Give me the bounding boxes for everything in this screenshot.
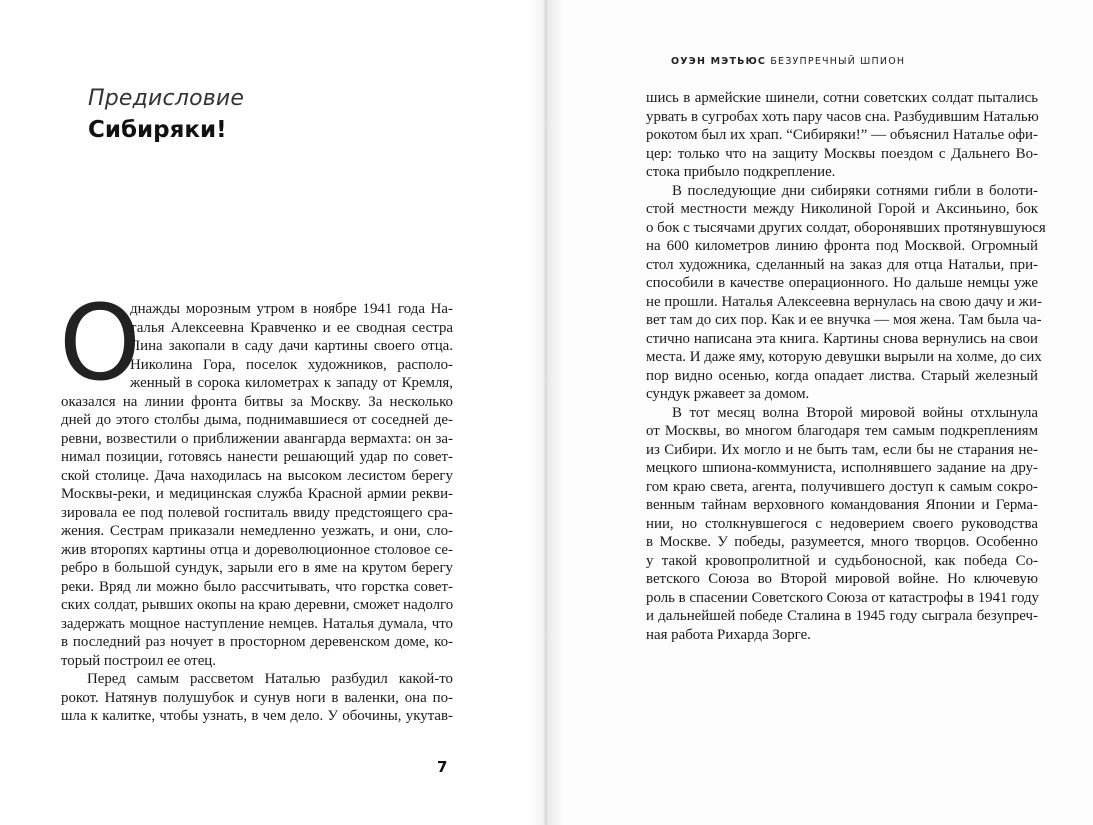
running-head <box>671 56 905 67</box>
left-page <box>0 0 545 825</box>
text-line: Перед самым рассветом Наталью разбудил какой-то <box>87 671 453 687</box>
text-line: рокотом был их храп. “Сибиряки!” — объяснил Наталье офи- <box>646 127 1038 143</box>
text-line: гом краю света, агента, получившего доступ к самым сокро- <box>646 478 1038 495</box>
text-line: и дальнейшей победе Сталина в 1945 году сыграла безупреч- <box>646 608 1038 624</box>
text-line: ная работа Рихарда Зорге. <box>646 626 811 643</box>
text-line: венным тайнам верховного командования Японии и Герма- <box>646 497 1038 513</box>
text-line: Лина закопали в саду дачи картины своего отца. <box>130 338 453 354</box>
text-line: стой местности между Николиной Горой и Аксиньино, бок <box>646 201 1038 217</box>
text-line: у такой кровопролитной и судьбоносной, как победа Со- <box>646 552 1038 569</box>
text-line: шла к калитке, чтобы узнать, в чем дело. У обочины, укутав- <box>61 708 453 724</box>
text-line: жив второпях картины отца и дореволюционное столовое се- <box>61 541 453 558</box>
text-line: о бок с тысячами других солдат, оборонявших протянувшуюся <box>646 219 1046 236</box>
text-line: задержать мощное наступление немцев. Наталья думала, что <box>61 615 453 632</box>
text-line: рокот. Натянув полушубок и сунув ноги в валенки, она по- <box>61 689 453 706</box>
text-line: стол художника, сделанный на заказ для отца Натальи, при- <box>646 256 1038 273</box>
text-line: в последний раз ночует в просторном деревенском доме, ко- <box>61 634 453 650</box>
page-number: 7 <box>437 758 448 776</box>
book-gutter <box>528 0 562 825</box>
text-line: цер: только что на защиту Москвы поездом с Дальнего Во- <box>646 145 1038 162</box>
right-body-text <box>646 89 1046 644</box>
left-body-text <box>61 300 453 726</box>
text-line: зировала ее под полевой госпиталь ввиду предстоящего сра- <box>61 504 453 521</box>
text-line: женный в сорока километрах к западу от Кремля, <box>130 375 453 391</box>
text-line: сундук ржавеет за домом. <box>646 386 810 402</box>
text-line: дней до этого столбы дыма, поднимавшиеся от соседней де- <box>61 412 453 428</box>
text-line: реки. Вряд ли можно было рассчитывать, что горстка совет- <box>61 578 453 595</box>
text-line: не прошли. Наталья Алексеевна вернулась на свою дачу и жи- <box>646 293 1042 310</box>
text-line: мецкого шпиона-коммуниста, исполнявшего задание на дру- <box>646 460 1038 476</box>
text-line: на 600 километров линию фронта под Москвой. Огромный <box>646 238 1038 254</box>
text-line: из Сибири. Их могло и не быть там, если бы не старания не- <box>646 441 1038 458</box>
text-line: шись в армейские шинели, сотни советских солдат пытались <box>646 90 1038 106</box>
text-line: ской столице. Дача находилась на высоком лесистом берегу <box>61 467 453 484</box>
running-head-title: БЕЗУПРЕЧНЫЙ ШПИОН <box>770 56 906 67</box>
text-line: днажды морозным утром в ноябре 1941 года На- <box>130 301 453 317</box>
text-line: ревни, возвестили о приближении авангарда вермахта: он за- <box>61 430 453 447</box>
text-line: оказался на линии фронта битвы за Москву. За несколько <box>61 393 453 410</box>
text-line: роль в спасении Советского Союза от катастрофы в 1941 году <box>646 589 1039 606</box>
running-head-author: ОУЭН МЭТЬЮС <box>671 56 767 67</box>
text-line: урвать в сугробах хоть пару часов сна. Разбудившим Наталью <box>646 108 1039 125</box>
drop-cap: О <box>59 282 141 404</box>
chapter-kicker: Предисловие <box>88 86 245 111</box>
text-line: стока прибыло подкрепление. <box>646 164 836 180</box>
text-line: вет там до сих пор. Как и ее внучка — моя жена. Там была ча- <box>646 312 1042 328</box>
chapter-title: Сибиряки! <box>88 117 227 143</box>
text-line: стично написана эта книга. Картины снова вернулись на свои <box>646 330 1038 347</box>
text-line: способили в качестве операционного. Но дальше немцы уже <box>646 275 1038 291</box>
text-line: ветского Союза во Второй мировой войне. Но ключевую <box>646 571 1038 587</box>
text-line: в Москве. У победы, разумеется, много творцов. Особенно <box>646 534 1038 550</box>
text-line: нии, но столкнувшегося с недоверием своего руководства <box>646 515 1038 532</box>
text-line: В тот месяц волна Второй мировой войны отхлынула <box>672 404 1038 421</box>
text-line: торый построил ее отец. <box>61 652 216 669</box>
text-line: Николина Гора, поселок художников, располо- <box>130 356 453 373</box>
text-line: нимал позиции, готовясь нанести решающий удар по совет- <box>61 449 453 465</box>
text-line: ских солдат, рывших окопы на краю деревни, сможет надолго <box>61 597 454 613</box>
text-line: талья Алексеевна Кравченко и ее сводная сестра <box>130 319 453 336</box>
text-line: Москвы-реки, и медицинская служба Красной армии рекви- <box>61 486 453 502</box>
text-line: В последующие дни сибиряки сотнями гибли в болоти- <box>672 182 1038 199</box>
text-line: ребро в большой сундук, зарыли его в яме на крутом берегу <box>61 560 453 576</box>
text-line: места. И даже яму, которую девушки вырыли на холме, до сих <box>646 349 1042 365</box>
text-line: от Москвы, во многом благодаря тем самым подкреплениям <box>646 423 1038 439</box>
text-line: пор видно осенью, когда опадает листва. Старый железный <box>646 367 1038 384</box>
text-line: жения. Сестрам приказали немедленно уезжать, и они, сло- <box>61 523 453 539</box>
